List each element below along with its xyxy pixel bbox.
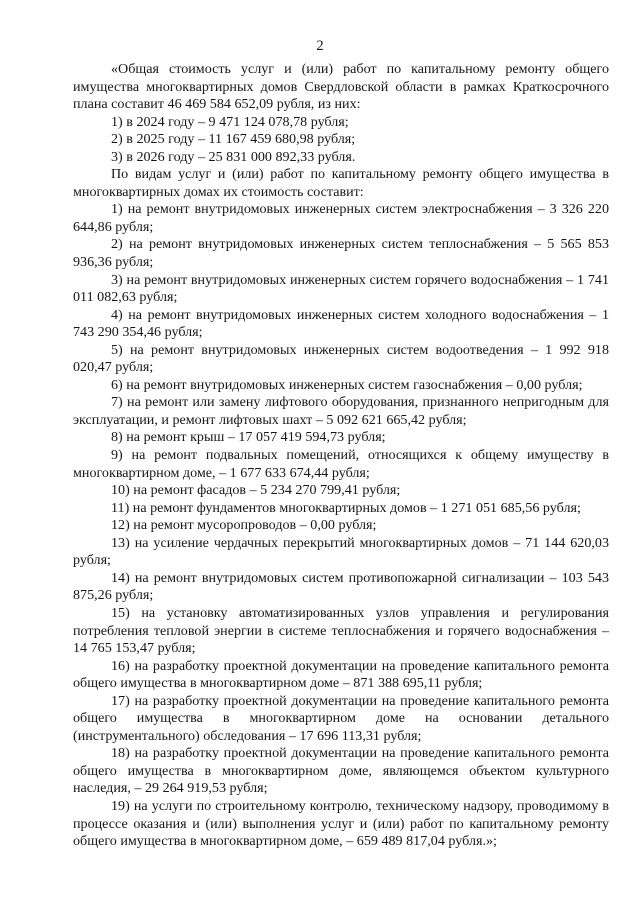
by-type-intro: По видам услуг и (или) работ по капитальному ремонту общего имущества в многоквартирных домах их стоимость составит: [73, 166, 609, 200]
list-item: 12) на ремонт мусоропроводов – 0,00 рубля; [111, 517, 377, 534]
list-item: 10) на ремонт фасадов – 5 234 270 799,41 рубля; [111, 482, 401, 499]
list-item: 14) на ремонт внутридомовых систем противопожарной сигнализации – 103 543 875,26 рубля; [73, 569, 609, 604]
list-item: 19) на услуги по строительному контролю, техническому надзору, проводимому в процессе оказания и (или) выполнения услуг и (или) работ по капитальному ремонту общего имущества в многоквартирном доме, – 659 489 817,04 рубля.»; [73, 797, 609, 850]
list-item: 8) на ремонт крыш – 17 057 419 594,73 рубля; [111, 429, 386, 446]
list-item: 7) на ремонт или замену лифтового оборудования, признанного непригодным для эксплуатации, и ремонт лифтовых шахт – 5 092 621 665,42 рубля; [73, 394, 609, 428]
list-item: 3) на ремонт внутридомовых инженерных систем горячего водоснабжения – 1 741 011 082,63 рубля; [73, 271, 609, 306]
year-line-2025: 2) в 2025 году – 11 167 459 680,98 рубля; [111, 131, 356, 148]
list-item: 11) на ремонт фундаментов многоквартирных домов – 1 271 051 685,56 рубля; [111, 499, 581, 516]
year-line-2026: 3) в 2026 году – 25 831 000 892,33 рубля. [111, 148, 356, 165]
year-line-2024: 1) в 2024 году – 9 471 124 078,78 рубля; [111, 113, 349, 130]
list-item: 2) на ремонт внутридомовых инженерных систем теплоснабжения – 5 565 853 936,36 рубля; [73, 236, 609, 271]
list-item: 15) на установку автоматизированных узлов управления и регулирования потребления тепловой энергии в системе теплоснабжения и горячего водоснабжения – 14 765 153,47 рубля; [73, 604, 609, 657]
list-item: 16) на разработку проектной документации на проведение капитального ремонта общего имущества в многоквартирном доме – 871 388 695,11 рубля; [73, 657, 609, 692]
list-item: 6) на ремонт внутридомовых инженерных систем газоснабжения – 0,00 рубля; [111, 376, 583, 393]
list-item: 18) на разработку проектной документации на проведение капитального ремонта общего имущества в многоквартирном доме, являющемся объектом культурного наследия, – 29 264 919,53 рубля; [73, 745, 609, 797]
list-item: 4) на ремонт внутридомовых инженерных систем холодного водоснабжения – 1 743 290 354,46 рубля; [73, 306, 609, 341]
list-item: 9) на ремонт подвальных помещений, относящихся к общему имуществу в многоквартирном доме, – 1 677 633 674,44 рубля; [73, 447, 609, 481]
list-item: 5) на ремонт внутридомовых инженерных систем водоотведения – 1 992 918 020,47 рубля; [73, 341, 609, 376]
list-item: 17) на разработку проектной документации на проведение капитального ремонта общего имущества в многоквартирном доме на основании детального (инструментального) обследования – 17 696 113,31 рубля; [73, 692, 609, 744]
intro-paragraph: «Общая стоимость услуг и (или) работ по капитальному ремонту общего имущества многоквартирных домов Свердловской области в рамках Краткосрочного плана составит 46 469 584 652,09 рубля, из них: [73, 61, 609, 113]
list-item: 1) на ремонт внутридомовых инженерных систем электроснабжения – 3 326 220 644,86 рубля; [73, 201, 609, 235]
document-body [73, 61, 609, 851]
list-item: 13) на усиление чердачных перекрытий многоквартирных домов – 71 144 620,03 рубля; [73, 534, 609, 569]
page-number: 2 [316, 38, 324, 54]
